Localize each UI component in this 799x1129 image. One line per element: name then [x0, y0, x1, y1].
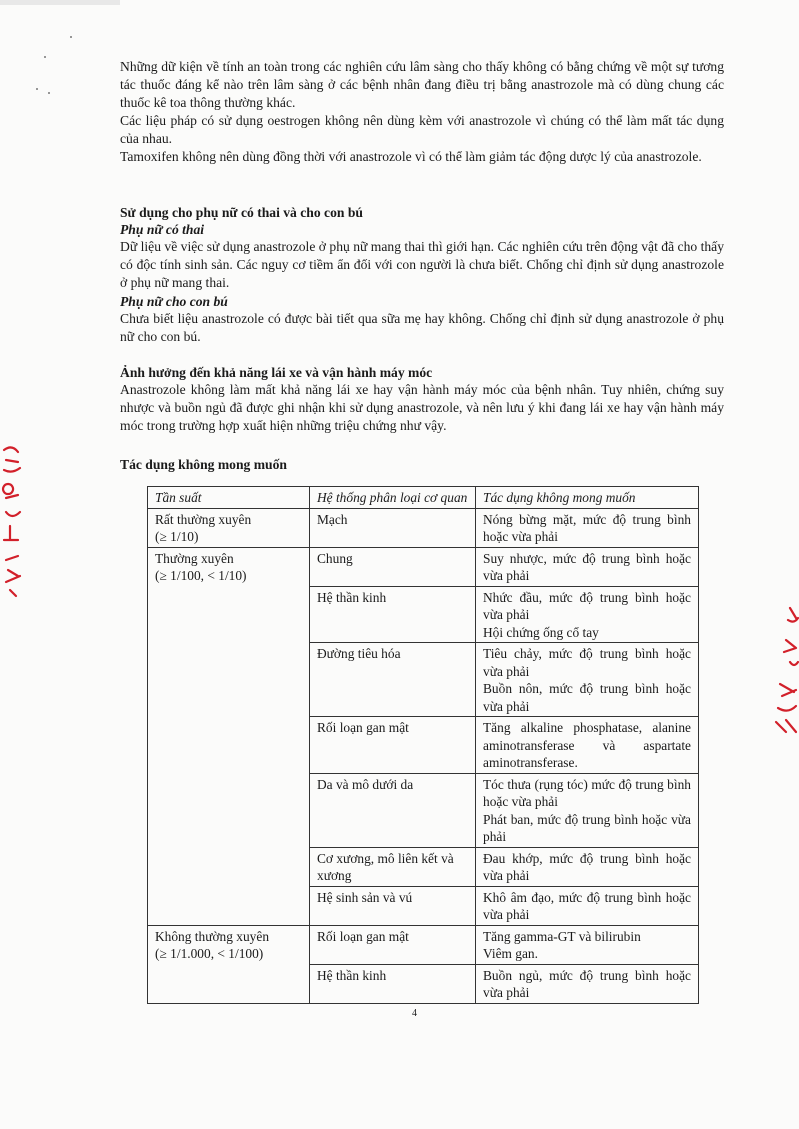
adverse-effect-item: Nhức đầu, mức độ trung bình hoặc vừa phải [483, 589, 691, 622]
adverse-effect-item: Viêm gan. [483, 946, 538, 961]
table-header-row [148, 487, 699, 509]
scan-speck [48, 92, 50, 94]
adverse-effect-item: Nóng bừng mặt, mức độ trung bình hoặc vừa phải [483, 511, 691, 544]
adverse-effect-item: Tăng alkaline phosphatase, alanine aminotransferase và aspartate aminotransferase. [483, 720, 691, 770]
organ-system-cell: Rối loạn gan mật [310, 925, 476, 964]
adverse-effect-cell [476, 508, 699, 547]
frequency-range: (≥ 1/1.000, < 1/100) [155, 946, 264, 961]
scan-speck [36, 88, 38, 90]
scan-edge [0, 0, 120, 5]
interaction-paragraph-2: Các liệu pháp có sử dụng oestrogen không nên dùng kèm với anastrozole vì chúng có thể làm mất tác dụng của nhau. [120, 113, 724, 146]
driving-heading: Ảnh hưởng đến khả năng lái xe và vận hành máy móc [120, 365, 433, 380]
pregnant-text: Dữ liệu về việc sử dụng anastrozole ở phụ nữ mang thai thì giới hạn. Các nghiên cứu trên động vật đã cho thấy có độc tính sinh sản. Các nguy cơ tiềm ẩn đối với con người là chưa biết. Chống chỉ định sử dụng anastrozole ở phụ nữ mang thai. [120, 239, 724, 290]
scan-speck [44, 56, 46, 58]
organ-system-cell: Rối loạn gan mật [310, 717, 476, 774]
red-stamp-fragment-left [0, 440, 26, 600]
table-row [148, 508, 699, 547]
frequency-label: Rất thường xuyên [155, 511, 252, 527]
column-header-adverse-effect: Tác dụng không mong muốn [476, 487, 699, 509]
organ-system-cell: Hệ thần kinh [310, 964, 476, 1003]
breastfeeding-text: Chưa biết liệu anastrozole có được bài tiết qua sữa mẹ hay không. Chống chỉ định sử dụng anastrozole ở phụ nữ cho con bú. [120, 311, 724, 344]
adverse-effect-cell [476, 925, 699, 964]
pregnant-subheading: Phụ nữ có thai [120, 222, 205, 237]
frequency-range: (≥ 1/100, < 1/10) [155, 568, 247, 583]
adverse-effect-item: Tiêu chảy, mức độ trung bình hoặc vừa phải [483, 646, 691, 679]
adverse-effect-item: Hội chứng ống cổ tay [483, 624, 599, 640]
adverse-effect-item: Buồn nôn, mức độ trung bình hoặc vừa phải [483, 681, 691, 714]
frequency-cell [148, 547, 310, 925]
adverse-effect-item: Suy nhược, mức độ trung bình hoặc vừa phải [483, 550, 691, 583]
table-body [148, 508, 699, 1003]
interaction-paragraph-1: Những dữ kiện về tính an toàn trong các nghiên cứu lâm sàng cho thấy không có bằng chứng về một sự tương tác thuốc đáng kể nào trên lâm sàng ở các bệnh nhân đang điều trị bằng anastrozole mà có dùng chung các thuốc kê toa thông thường khác. [120, 59, 724, 110]
adverse-effect-item: Buồn ngủ, mức độ trung bình hoặc vừa phải [483, 967, 691, 1000]
organ-system-cell: Hệ sinh sản và vú [310, 886, 476, 925]
organ-system-cell: Đường tiêu hóa [310, 643, 476, 717]
breastfeeding-subheading: Phụ nữ cho con bú [120, 294, 228, 309]
adverse-effects-heading: Tác dụng không mong muốn [120, 457, 287, 472]
adverse-effects-table [147, 486, 699, 1004]
organ-system-cell: Mạch [310, 508, 476, 547]
adverse-effect-cell [476, 886, 699, 925]
adverse-effect-item: Đau khớp, mức độ trung bình hoặc vừa phải [483, 850, 691, 883]
adverse-effect-item: Khô âm đạo, mức độ trung bình hoặc vừa phải [483, 889, 691, 922]
frequency-label: Thường xuyên [155, 550, 234, 566]
pregnancy-heading: Sử dụng cho phụ nữ có thai và cho con bú [120, 205, 363, 220]
adverse-effect-cell [476, 586, 699, 643]
interaction-paragraph-3: Tamoxifen không nên dùng đồng thời với anastrozole vì có thể làm giảm tác động dược lý của anastrozole. [120, 149, 702, 164]
table-row [148, 925, 699, 964]
adverse-effect-item: Tăng gamma-GT và bilirubin [483, 928, 641, 944]
driving-text: Anastrozole không làm mất khả năng lái xe hay vận hành máy móc của bệnh nhân. Tuy nhiên, chứng suy nhược và buồn ngủ đã được ghi nhận khi sử dụng anastrozole, và nên lưu ý khi đang lái xe hay vận hành máy móc trong trường hợp xuất hiện những triệu chứng như vậy. [120, 382, 724, 433]
adverse-effect-cell [476, 717, 699, 774]
organ-system-cell: Chung [310, 547, 476, 586]
frequency-cell [148, 925, 310, 1003]
adverse-effect-cell [476, 847, 699, 886]
organ-system-cell: Da và mô dưới da [310, 773, 476, 847]
adverse-effect-cell [476, 643, 699, 717]
adverse-effect-cell [476, 964, 699, 1003]
column-header-organ-system: Hệ thống phân loại cơ quan [310, 487, 476, 509]
frequency-cell [148, 508, 310, 547]
frequency-range: (≥ 1/10) [155, 529, 199, 544]
adverse-effect-item: Phát ban, mức độ trung bình hoặc vừa phải [483, 811, 691, 844]
page-number: 4 [412, 1008, 417, 1019]
adverse-effect-cell [476, 547, 699, 586]
adverse-effect-cell [476, 773, 699, 847]
frequency-label: Không thường xuyên [155, 928, 270, 944]
organ-system-cell: Hệ thần kinh [310, 586, 476, 643]
column-header-frequency: Tần suất [148, 487, 310, 509]
organ-system-cell: Cơ xương, mô liên kết và xương [310, 847, 476, 886]
table-row [148, 547, 699, 586]
red-stamp-fragment-right [760, 600, 799, 740]
adverse-effect-item: Tóc thưa (rụng tóc) mức độ trung bình hoặc vừa phải [483, 776, 691, 809]
scan-speck [70, 36, 72, 38]
